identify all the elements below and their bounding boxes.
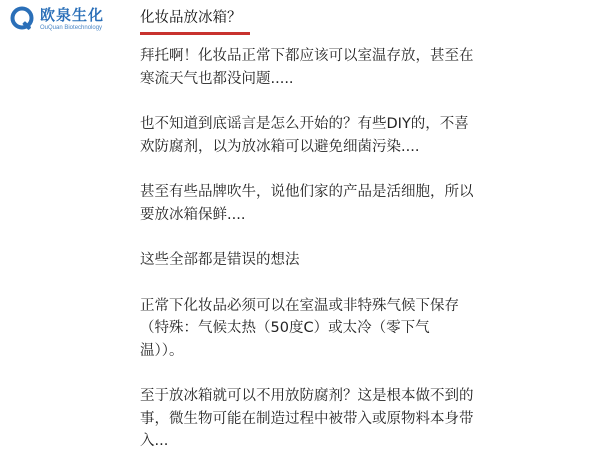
brand-logo	[10, 6, 104, 32]
title-underline	[140, 32, 250, 35]
logo-q-icon	[10, 6, 36, 32]
article-title: 化妆品放冰箱？	[140, 10, 242, 26]
paragraph: 拜托啊！化妆品正常下都应该可以室温存放，甚至在 寒流天气也都没问题.....	[140, 48, 474, 87]
paragraph: 至于放冰箱就可以不用放防腐剂？这是根本做不到的 事，微生物可能在制造过程中被带入或原物料本身带 入...	[140, 388, 474, 449]
paragraph: 也不知道到底谣言是怎么开始的？有些DIY的，不喜 欢防腐剂，以为放冰箱可以避免细菌污染....	[140, 116, 469, 155]
brand-subtitle: OuQuan Biotechnology	[40, 24, 103, 31]
brand-name: 欧泉生化	[40, 5, 105, 24]
paragraph: 正常下化妆品必须可以在室温或非特殊气候下保存 （特殊：气候太热（50度C）或太冷（零下气 温））。	[140, 297, 459, 359]
logo-text-block	[40, 5, 105, 31]
article	[140, 8, 570, 476]
paragraph: 这些全部都是错误的想法	[140, 252, 300, 268]
paragraph: 甚至有些品牌吹牛，说他们家的产品是活细胞，所以 要放冰箱保鲜....	[140, 184, 474, 223]
